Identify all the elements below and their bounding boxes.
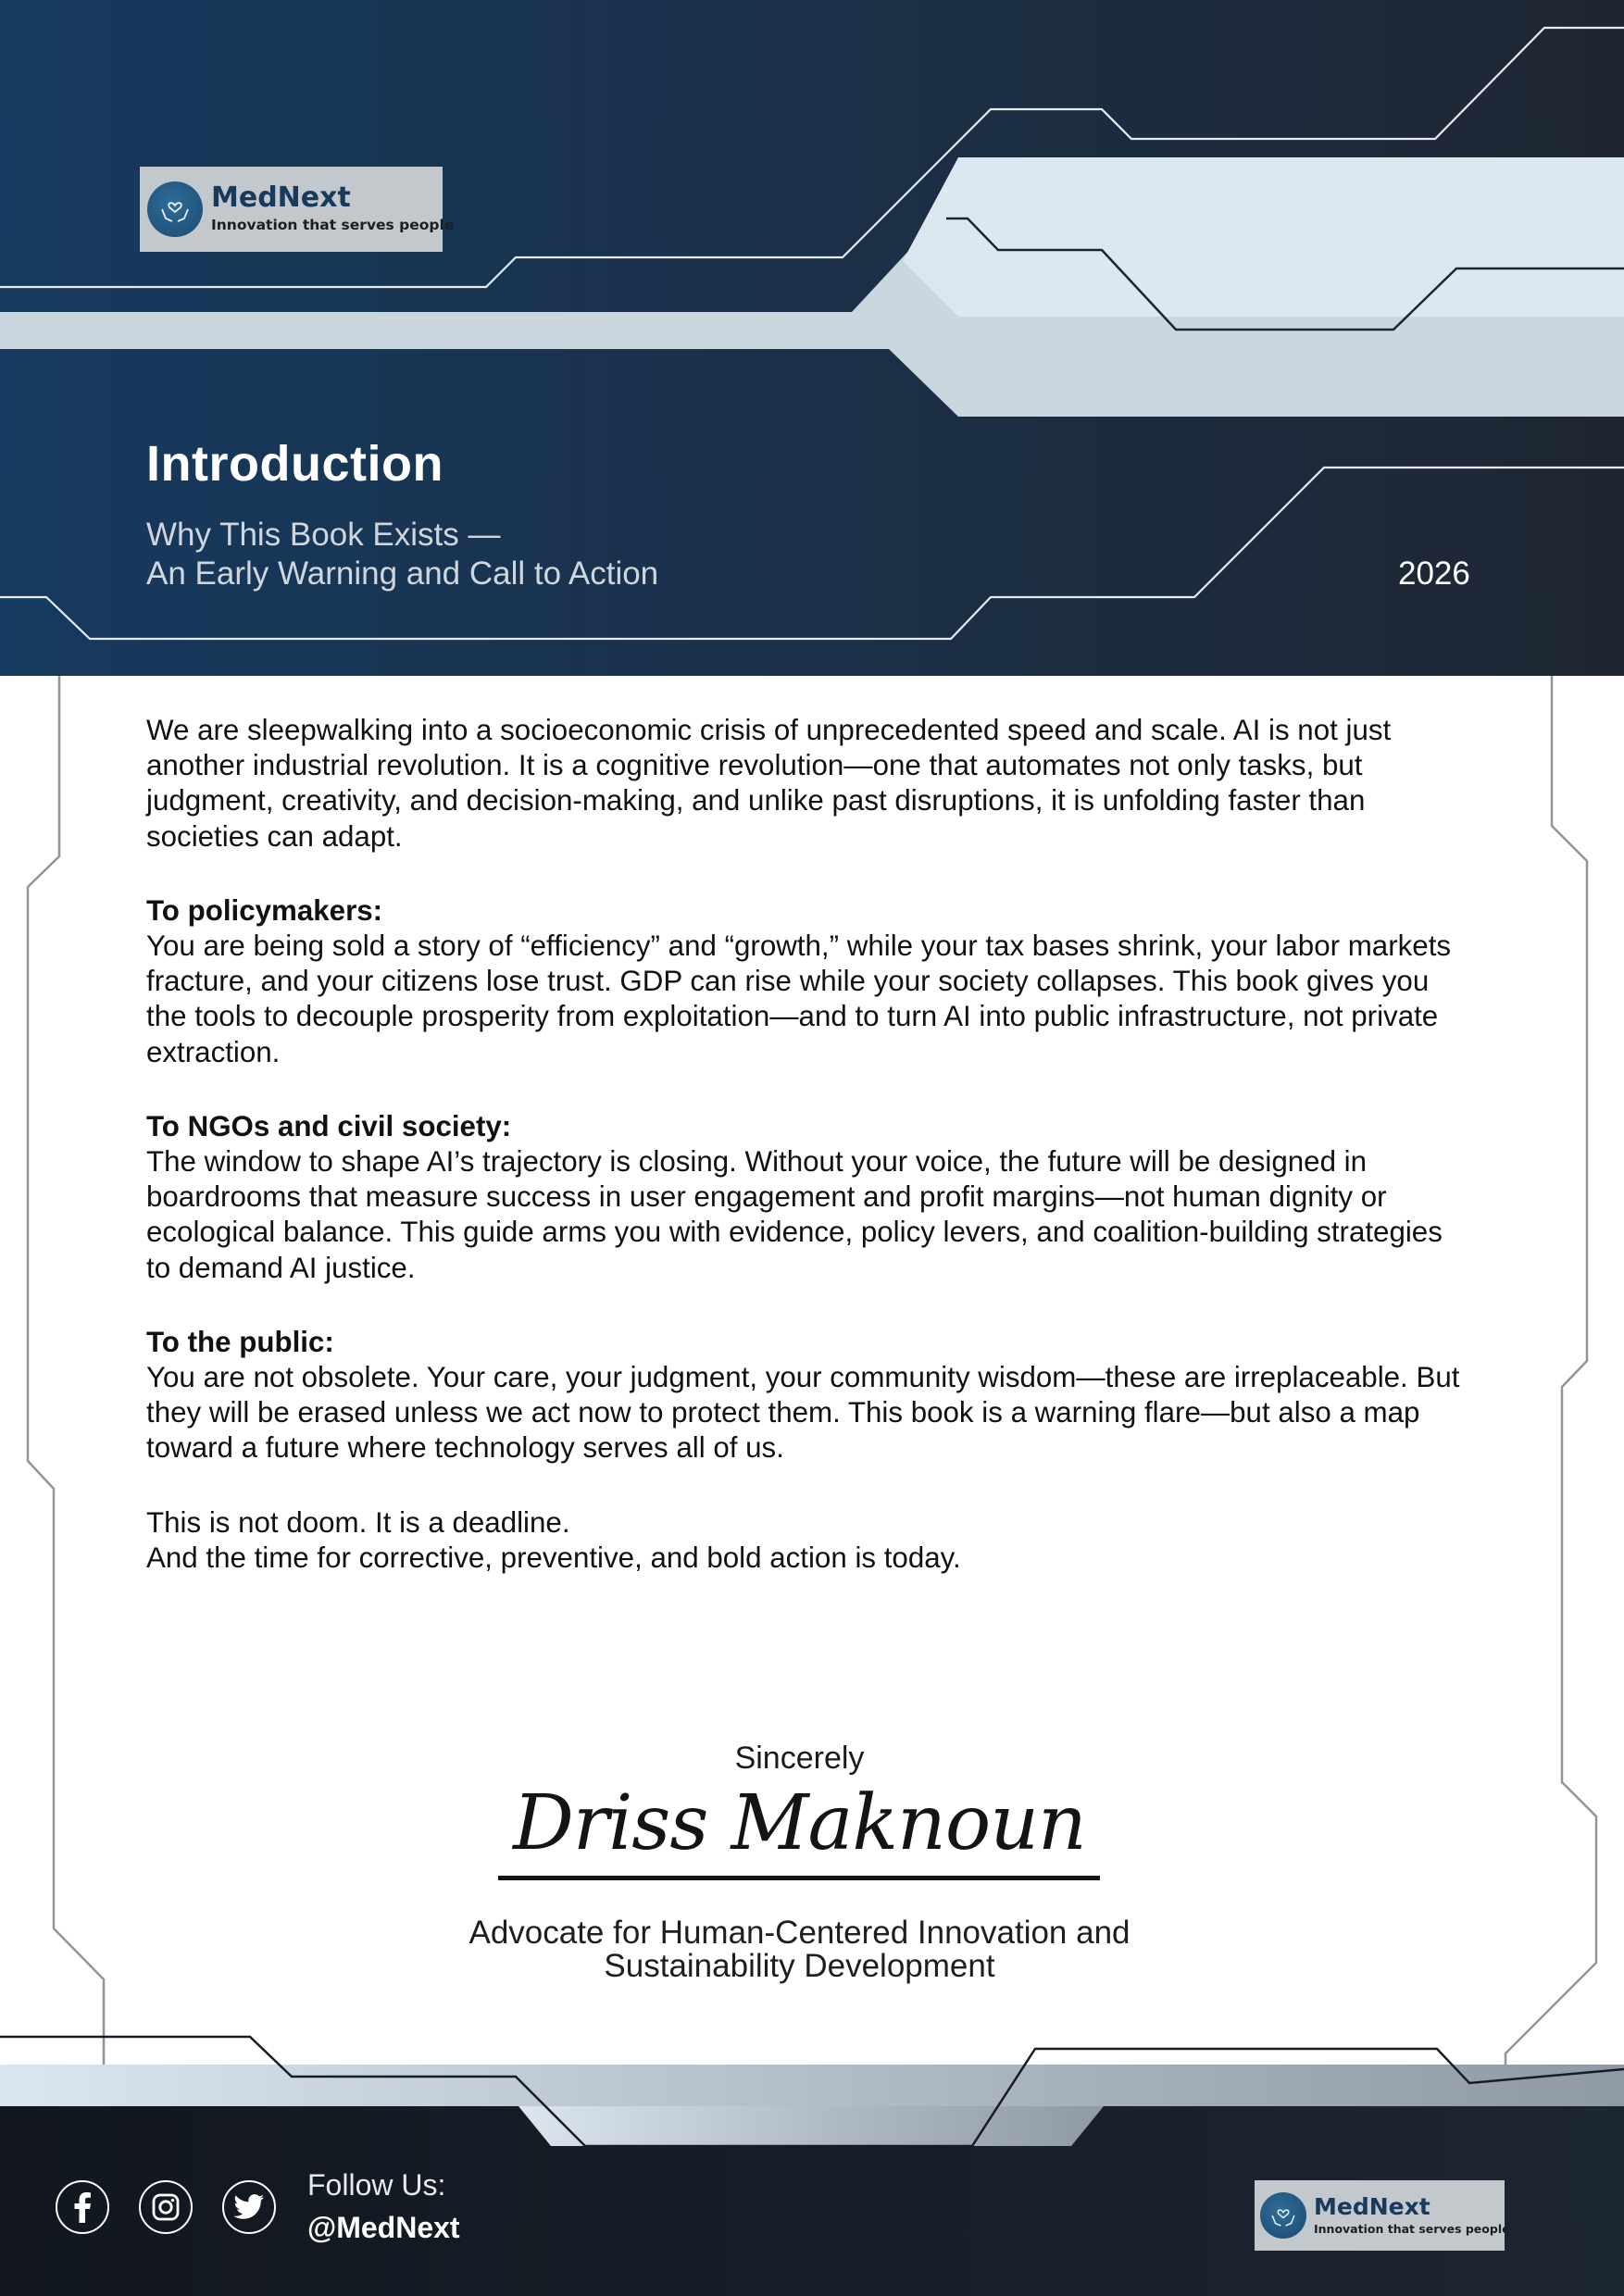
subtitle-line-2: An Early Warning and Call to Action <box>146 555 659 592</box>
logo-hands-heart-icon <box>147 181 203 237</box>
brand-logo <box>140 167 455 252</box>
author-role <box>0 1916 1599 1983</box>
logo-tagline: Innovation that serves people <box>1314 2222 1510 2237</box>
section-title: To policymakers: <box>146 893 383 927</box>
section-public <box>146 1325 1461 1466</box>
logo-name: MedNext <box>211 181 351 215</box>
closing-line-1: This is not doom. It is a deadline. <box>146 1505 570 1539</box>
closing-line-2: And the time for corrective, preventive, and bold action is today. <box>146 1541 961 1574</box>
year-label: 2026 <box>1398 555 1470 592</box>
instagram-icon[interactable] <box>139 2180 193 2234</box>
section-ngos <box>146 1109 1461 1286</box>
brand-logo-footer <box>1255 2180 1510 2251</box>
logo-tagline: Innovation that serves people <box>211 217 455 234</box>
letter-body <box>146 713 1461 1615</box>
section-title: To the public: <box>146 1325 334 1358</box>
logo-name: MedNext <box>1314 2193 1430 2221</box>
signature: Driss Maknoun <box>513 1779 1086 1867</box>
logo-hands-heart-icon <box>1260 2192 1306 2239</box>
twitter-icon[interactable] <box>222 2180 276 2234</box>
signature-line <box>498 1876 1100 1880</box>
intro-paragraph: We are sleepwalking into a socioeconomic crisis of unprecedented speed and scale. AI is not just another industrial revolution. It is a cognitive revolution—one that automates not only tasks, but judgment, creativity, and decision-making, and unlike past disruptions, it is unfolding faster than societies can adapt. <box>146 714 1392 853</box>
role-line-1: Advocate for Human-Centered Innovation and <box>468 1915 1131 1951</box>
facebook-icon[interactable] <box>56 2180 109 2234</box>
section-text: You are not obsolete. Your care, your judgment, your community wisdom—these are irreplaceable. But they will be erased unless we act now to protect them. This book is a warning flare—but also a map toward a future where technology serves all of us. <box>146 1361 1460 1465</box>
closing-paragraph <box>146 1505 1461 1576</box>
follow-label: Follow Us: <box>307 2168 446 2202</box>
social-handle[interactable]: @MedNext <box>307 2211 460 2244</box>
section-title: To NGOs and civil society: <box>146 1109 512 1142</box>
role-line-2: Sustainability Development <box>604 1948 995 1984</box>
section-text: You are being sold a story of “efficiency” and “growth,” while your tax bases shrink, your labor markets fracture, and your citizens lose trust. GDP can rise while your society collapses. This book gives you the tools to decouple prosperity from exploitation—and to turn AI into public infrastructure, not private extraction. <box>146 930 1452 1068</box>
page-title: Introduction <box>146 436 443 492</box>
section-policymakers <box>146 893 1461 1070</box>
subtitle-line-1: Why This Book Exists — <box>146 517 501 553</box>
section-text: The window to shape AI’s trajectory is closing. Without your voice, the future will be designed in boardrooms that measure success in user engagement and profit margins—not human dignity or ecological balance. This guide arms you with evidence, policy levers, and coalition-building strategies to demand AI justice. <box>146 1145 1443 1284</box>
salutation: Sincerely <box>734 1741 865 1776</box>
